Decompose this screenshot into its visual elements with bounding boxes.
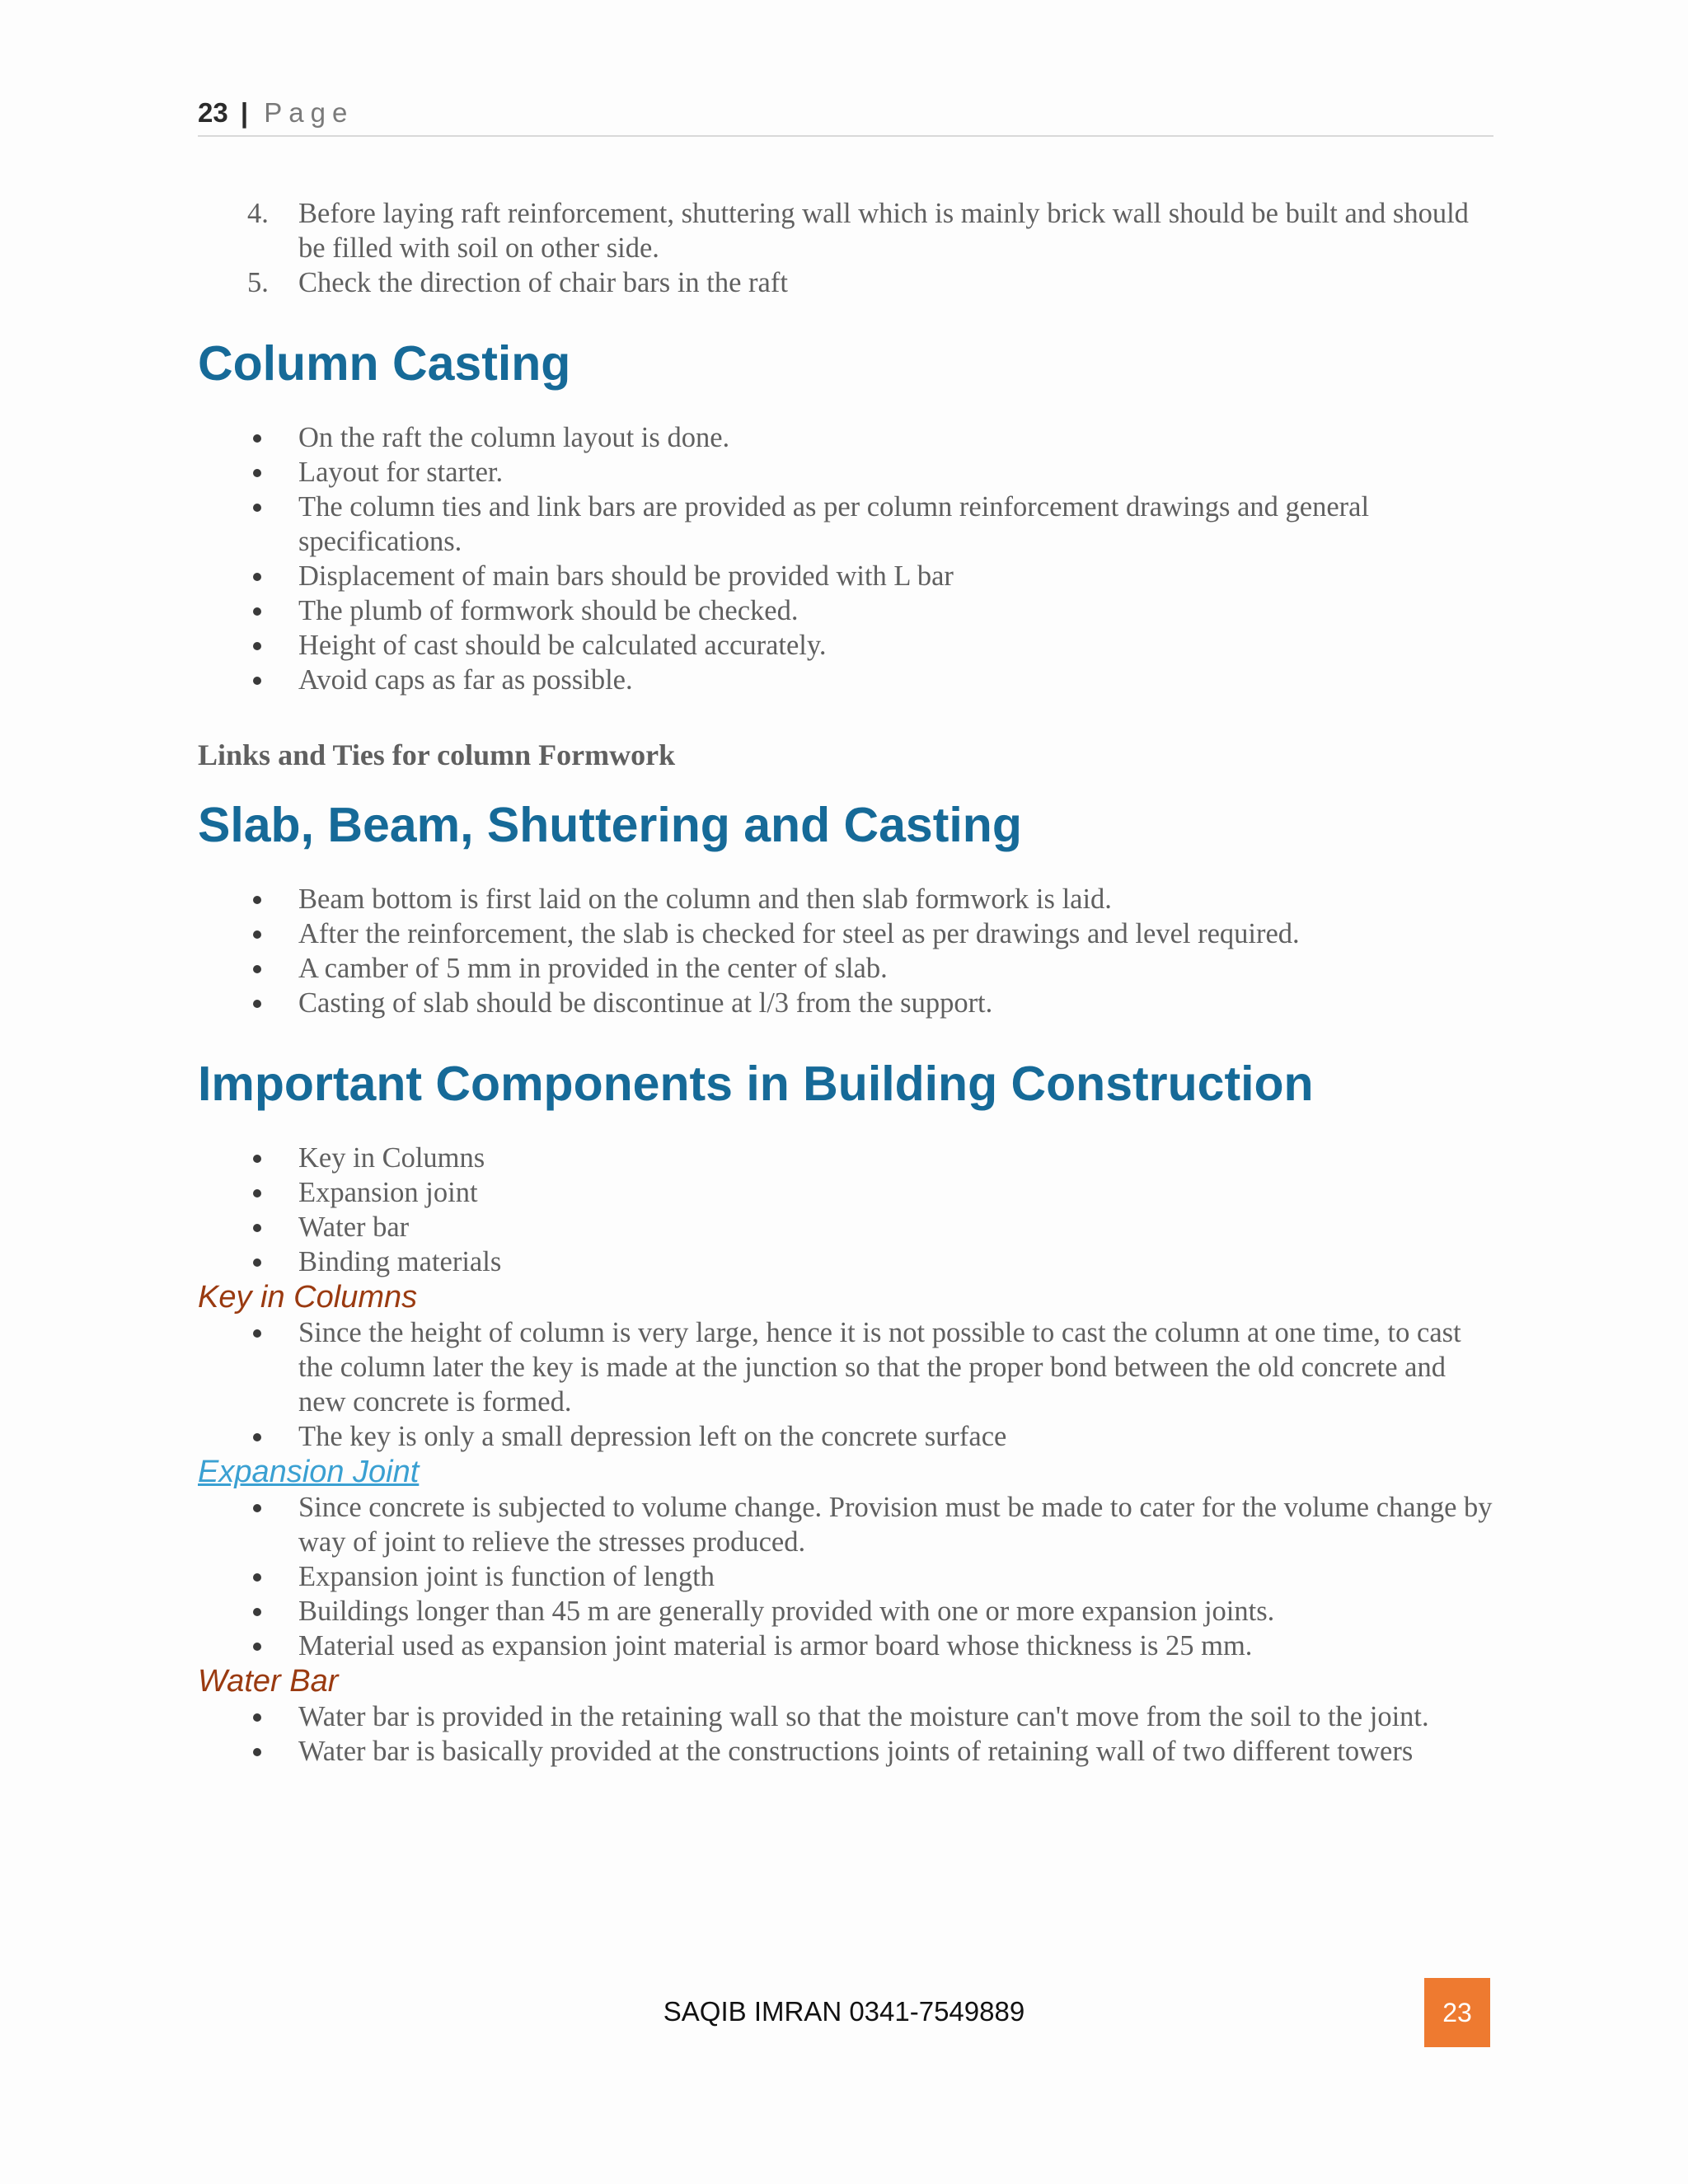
list-item: Since the height of column is very large, hence it is not possible to cast the column at one time, to cast the column later the key is made at the junction so that the proper bond between the old concrete and new concrete is formed. [298, 1315, 1493, 1419]
header-page-word: Page [264, 97, 354, 128]
water-bar-subheading: Water Bar [198, 1664, 339, 1699]
list-item: The key is only a small depression left on the concrete surface [298, 1419, 1493, 1454]
list-item: Expansion joint is function of length [298, 1559, 1493, 1594]
list-item: Key in Columns [298, 1141, 1493, 1175]
intro-numbered-list [198, 196, 1493, 300]
list-item: Casting of slab should be discontinue at l/3 from the support. [298, 986, 1493, 1020]
list-item: Layout for starter. [298, 455, 1493, 490]
list-item: A camber of 5 mm in provided in the center of slab. [298, 951, 1493, 986]
list-item: Water bar [298, 1210, 1493, 1244]
components-heading: Important Components in Building Construction [198, 1057, 1314, 1111]
list-item [247, 265, 1493, 300]
list-item: Material used as expansion joint material is armor board whose thickness is 25 mm. [298, 1629, 1493, 1663]
list-item: Avoid caps as far as possible. [298, 663, 1493, 697]
list-item: Water bar is basically provided at the constructions joints of retaining wall of two different towers [298, 1734, 1493, 1769]
column-casting-heading: Column Casting [198, 336, 571, 391]
list-item: Water bar is provided in the retaining wall so that the moisture can't move from the soil to the joint. [298, 1699, 1493, 1734]
header-page-number: 23 [198, 97, 228, 128]
links-ties-subheading: Links and Ties for column Formwork [198, 738, 676, 771]
expansion-joint-list [198, 1490, 1493, 1663]
list-item: The column ties and link bars are provided as per column reinforcement drawings and general specifications. [298, 490, 1493, 559]
list-item: Since concrete is subjected to volume change. Provision must be made to cater for the volume change by way of joint to relieve the stresses produced. [298, 1492, 1493, 1558]
column-casting-list [198, 420, 1493, 697]
header-separator: | [240, 97, 249, 128]
list-item-text: Before laying raft reinforcement, shuttering wall which is mainly brick wall should be built and should be filled with soil on other side. [298, 198, 1469, 264]
list-item: After the reinforcement, the slab is checked for steel as per drawings and level required. [298, 916, 1493, 951]
page-header [198, 97, 1493, 137]
list-item: Binding materials [298, 1244, 1493, 1279]
expansion-joint-link[interactable]: Expansion Joint [198, 1455, 420, 1489]
list-item: Displacement of main bars should be provided with L bar [298, 559, 1493, 593]
list-item: On the raft the column layout is done. [298, 420, 1493, 455]
key-in-columns-subheading: Key in Columns [198, 1280, 418, 1315]
slab-beam-heading: Slab, Beam, Shuttering and Casting [198, 798, 1022, 852]
slab-beam-list [198, 882, 1493, 1020]
key-in-columns-list [198, 1315, 1493, 1454]
list-item-text: Check the direction of chair bars in the raft [298, 267, 788, 298]
list-item: Height of cast should be calculated accurately. [298, 628, 1493, 663]
footer-page-badge: 23 [1424, 1978, 1490, 2047]
document-body [198, 196, 1493, 1769]
footer-author: SAQIB IMRAN 0341-7549889 [663, 1996, 1025, 2027]
water-bar-list [198, 1699, 1493, 1769]
components-list [198, 1141, 1493, 1279]
list-item: Beam bottom is first laid on the column and then slab formwork is laid. [298, 882, 1493, 916]
list-item: Expansion joint [298, 1175, 1493, 1210]
list-item: The plumb of formwork should be checked. [298, 593, 1493, 628]
list-item: Buildings longer than 45 m are generally provided with one or more expansion joints. [298, 1594, 1493, 1629]
list-number: 5. [247, 267, 269, 298]
list-item [247, 196, 1493, 265]
list-number: 4. [247, 198, 269, 229]
